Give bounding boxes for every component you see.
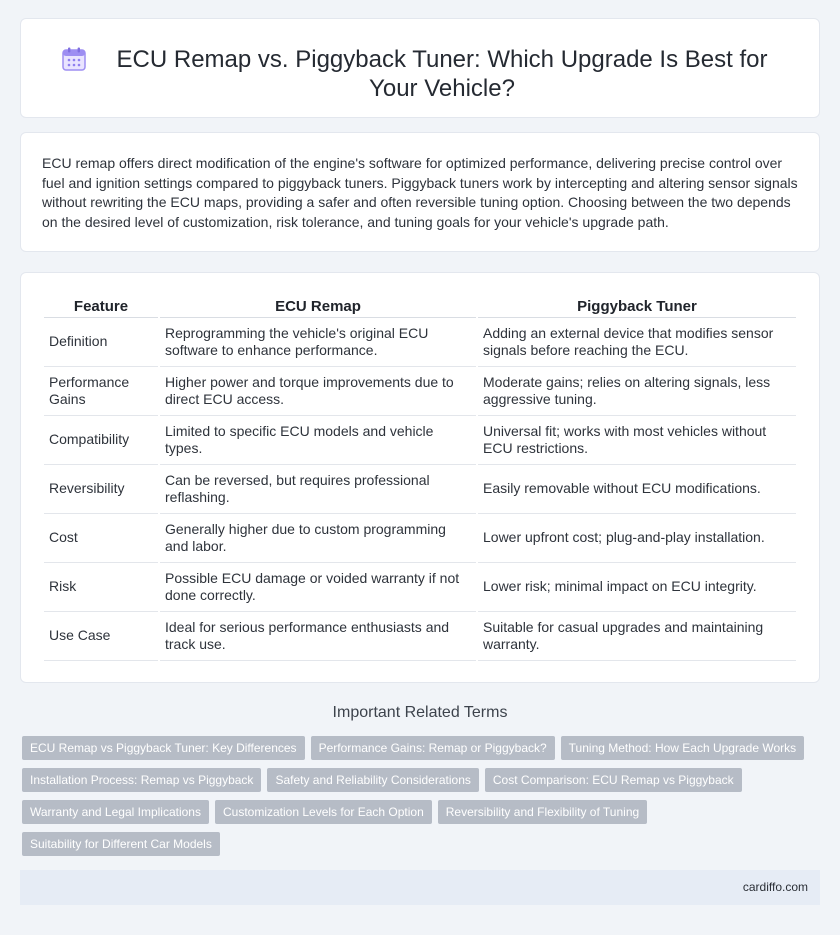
table-header-row	[44, 296, 796, 318]
related-term-tag[interactable]: Suitability for Different Car Models	[22, 832, 220, 856]
table-row	[44, 416, 796, 465]
page-title: ECU Remap vs. Piggyback Tuner: Which Upgrade Is Best for Your Vehicle?	[116, 46, 768, 102]
footer	[20, 870, 820, 905]
feature-cell: Performance Gains	[44, 367, 158, 416]
piggyback-cell: Adding an external device that modifies sensor signals before reaching the ECU.	[478, 318, 796, 367]
piggyback-cell: Lower risk; minimal impact on ECU integrity.	[478, 563, 796, 612]
calendar-icon	[61, 46, 87, 72]
intro-paragraph: ECU remap offers direct modification of the engine's software for optimized performance, delivering precise control over fuel and ignition settings compared to piggyback tuners. Piggyback tuners work by intercepting and altering sensor signals without rewriting the ECU maps, providing a safer and often reversible tuning option. Choosing between the two depends on the desired level of customization, risk tolerance, and tuning goals for your vehicle's upgrade path.	[42, 155, 798, 230]
ecu-remap-cell: Reprogramming the vehicle's original ECU software to enhance performance.	[160, 318, 476, 367]
feature-cell: Compatibility	[44, 416, 158, 465]
header-card	[20, 18, 820, 118]
footer-site-link[interactable]: cardiffo.com	[742, 880, 808, 894]
feature-cell: Definition	[44, 318, 158, 367]
comparison-table	[42, 296, 798, 661]
related-term-tag[interactable]: Installation Process: Remap vs Piggyback	[22, 768, 261, 792]
ecu-remap-cell: Higher power and torque improvements due to direct ECU access.	[160, 367, 476, 416]
ecu-remap-cell: Possible ECU damage or voided warranty if not done correctly.	[160, 563, 476, 612]
related-term-tag[interactable]: Warranty and Legal Implications	[22, 800, 209, 824]
ecu-remap-cell: Generally higher due to custom programming and labor.	[160, 514, 476, 563]
table-row	[44, 563, 796, 612]
related-term-tag[interactable]: ECU Remap vs Piggyback Tuner: Key Differences	[22, 736, 305, 760]
table-row	[44, 367, 796, 416]
table-row	[44, 318, 796, 367]
feature-cell: Reversibility	[44, 465, 158, 514]
feature-cell: Risk	[44, 563, 158, 612]
ecu-remap-cell: Limited to specific ECU models and vehicle types.	[160, 416, 476, 465]
column-header-feature: Feature	[44, 296, 158, 318]
piggyback-cell: Lower upfront cost; plug-and-play installation.	[478, 514, 796, 563]
table-row	[44, 612, 796, 661]
related-term-tag[interactable]: Cost Comparison: ECU Remap vs Piggyback	[485, 768, 742, 792]
related-term-tag[interactable]: Customization Levels for Each Option	[215, 800, 432, 824]
piggyback-cell: Suitable for casual upgrades and maintaining warranty.	[478, 612, 796, 661]
related-term-tag[interactable]: Safety and Reliability Considerations	[267, 768, 478, 792]
related-term-tag[interactable]: Performance Gains: Remap or Piggyback?	[311, 736, 555, 760]
intro-card	[20, 132, 820, 252]
feature-cell: Cost	[44, 514, 158, 563]
related-terms-list	[22, 736, 812, 856]
related-term-tag[interactable]: Reversibility and Flexibility of Tuning	[438, 800, 647, 824]
piggyback-cell: Moderate gains; relies on altering signals, less aggressive tuning.	[478, 367, 796, 416]
table-row	[44, 465, 796, 514]
column-header-piggyback-tuner: Piggyback Tuner	[478, 296, 796, 318]
column-header-ecu-remap: ECU Remap	[160, 296, 476, 318]
ecu-remap-cell: Can be reversed, but requires professional reflashing.	[160, 465, 476, 514]
feature-cell: Use Case	[44, 612, 158, 661]
table-row	[44, 514, 796, 563]
comparison-table-card	[20, 272, 820, 683]
ecu-remap-cell: Ideal for serious performance enthusiasts and track use.	[160, 612, 476, 661]
piggyback-cell: Easily removable without ECU modifications.	[478, 465, 796, 514]
related-terms-heading: Important Related Terms	[332, 704, 508, 721]
related-term-tag[interactable]: Tuning Method: How Each Upgrade Works	[561, 736, 804, 760]
piggyback-cell: Universal fit; works with most vehicles without ECU restrictions.	[478, 416, 796, 465]
